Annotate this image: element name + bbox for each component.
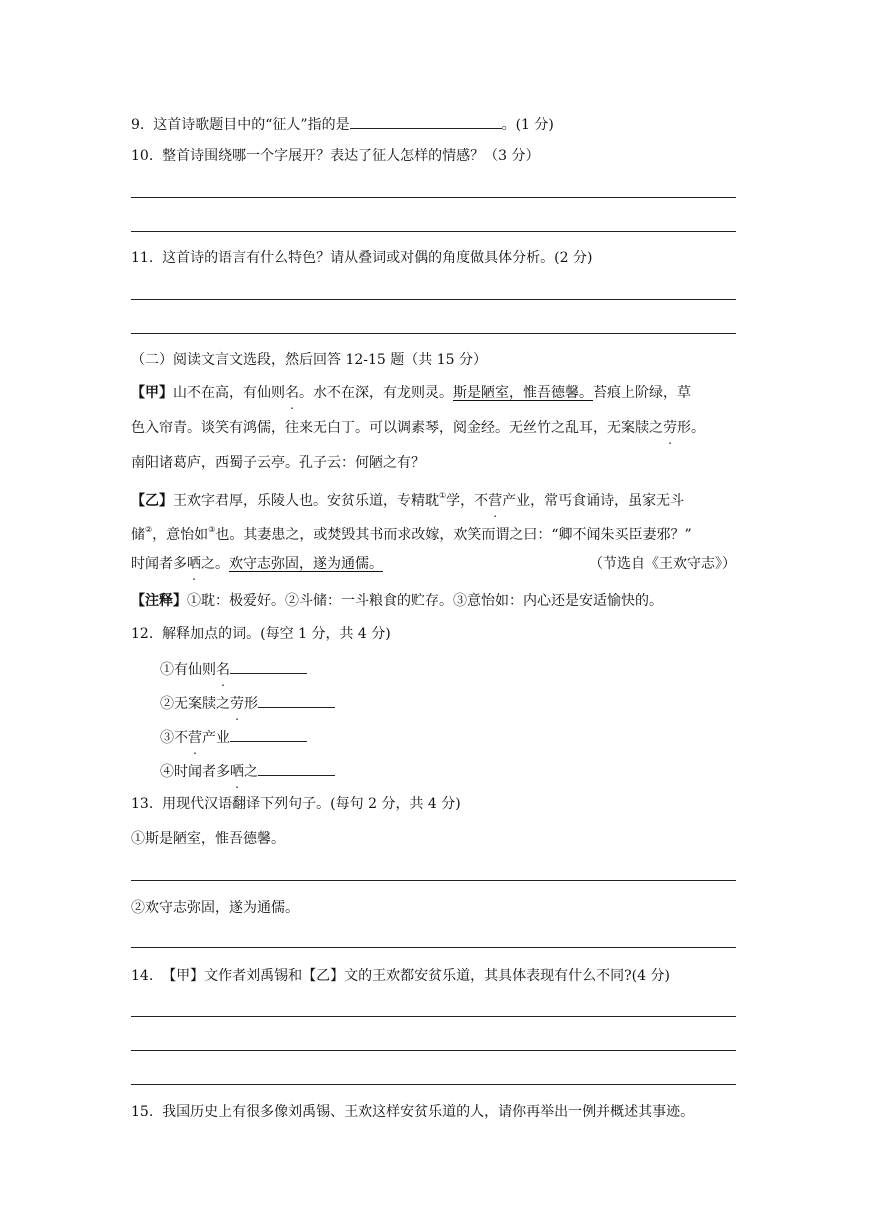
q12-item-2: ②无案牍之劳形 <box>160 691 335 714</box>
dotted-word: 哂 <box>230 764 244 780</box>
q12-item-1: ①有仙则名 <box>160 657 307 680</box>
q12-item-3: ③不营产业 <box>160 725 307 748</box>
dotted-word: 劳 <box>663 420 677 436</box>
question-score: 。(1 分) <box>501 117 554 133</box>
underlined-sentence: 欢守志弥固，遂为通儒。 <box>229 556 383 572</box>
annotation-note <box>131 591 663 611</box>
q12-item-4: ④时闻者多哂之 <box>160 759 335 782</box>
question-11 <box>131 248 592 268</box>
translation-sentence-2: ②欢守志弥固，遂为通儒。 <box>131 900 299 916</box>
passage-jia-line-3: 南阳诸葛庐，西蜀子云亭。孔子云：何陋之有？ <box>131 455 425 471</box>
answer-blank[interactable] <box>230 725 307 742</box>
answer-line[interactable] <box>131 197 736 198</box>
question-12 <box>131 624 391 644</box>
dotted-word: 营 <box>188 730 202 746</box>
answer-line[interactable] <box>131 1050 736 1051</box>
dotted-word: 名 <box>216 662 230 678</box>
passage-yi-line-2: 储②，意怡如③也。其妻患之，或焚毁其书而求改嫁，欢笑而谓之曰：“卿不闻朱买臣妻邪？” <box>131 525 692 543</box>
question-number: 11. <box>131 250 154 266</box>
question-text: 用现代汉语翻译下列句子。(每句 2 分，共 4 分) <box>162 796 461 812</box>
question-number: 10. <box>131 148 154 164</box>
question-text: 解释加点的词。(每空 1 分，共 4 分) <box>162 626 391 642</box>
section-title: （二）阅读文言文选段，然后回答 12-15 题（共 15 分） <box>131 352 487 368</box>
question-number: 12. <box>131 626 154 642</box>
answer-line[interactable] <box>131 1016 736 1017</box>
answer-blank[interactable] <box>258 691 335 708</box>
footnote-mark: ③ <box>208 525 216 534</box>
passage-jia-line-1: 【甲】山不在高，有仙则名。水不在深，有龙则灵。斯是陋室，惟吾德馨。苔痕上阶绿，草 <box>131 385 691 401</box>
dotted-word: 哂 <box>187 556 201 572</box>
answer-line[interactable] <box>131 231 736 232</box>
translation-sentence-1: ①斯是陋室，惟吾德馨。 <box>131 831 285 847</box>
question-text: 我国历史上有很多像刘禹锡、王欢这样安贫乐道的人，请你再举出一例并概述其事迹。 <box>162 1104 695 1120</box>
passage-jia-line-2: 色入帘青。谈笑有鸿儒，往来无白丁。可以调素琴，阅金经。无丝竹之乱耳，无案牍之劳形。 <box>131 420 705 436</box>
passage-label: 【甲】 <box>131 385 173 401</box>
question-text: 整首诗围绕哪一个字展开？表达了征人怎样的情感？（3 分） <box>162 148 540 164</box>
question-number: 9. <box>131 117 145 133</box>
question-text: 这首诗的语言有什么特色？请从叠词或对偶的角度做具体分析。(2 分) <box>162 250 593 266</box>
answer-line[interactable] <box>131 1084 736 1085</box>
answer-line[interactable] <box>131 880 736 881</box>
question-number: 14. <box>131 968 154 984</box>
passage-source: （节选自《王欢守志》） <box>589 556 736 572</box>
note-text: ①耽：极爱好。②斗储：一斗粮食的贮存。③意怡如：内心还是安适愉快的。 <box>187 593 663 609</box>
passage-yi-line-1: 【乙】王欢字君厚，乐陵人也。安贫乐道，专精耽①学，不营产业，常丐食诵诗，虽家无斗 <box>131 491 685 509</box>
answer-line[interactable] <box>131 299 736 300</box>
question-13 <box>131 794 461 814</box>
passage-yi-line-3: 时闻者多哂之。欢守志弥固，遂为通儒。 （节选自《王欢守志》） <box>131 556 736 572</box>
answer-blank[interactable] <box>230 657 307 674</box>
question-text: 【甲】文作者刘禹锡和【乙】文的王欢都安贫乐道，其具体表现有什么不同?(4 分) <box>162 968 670 984</box>
question-10 <box>131 146 540 166</box>
dotted-word: 营 <box>488 493 503 509</box>
answer-blank[interactable] <box>258 759 335 776</box>
question-text: 这首诗歌题目中的“征人”指的是 <box>153 117 350 133</box>
answer-line[interactable] <box>131 947 736 948</box>
passage-label: 【乙】 <box>131 493 173 509</box>
dotted-word: 名 <box>285 385 299 401</box>
question-14 <box>131 966 670 986</box>
footnote-mark: ② <box>145 525 153 534</box>
note-label: 【注释】 <box>131 593 187 609</box>
answer-line[interactable] <box>131 333 736 334</box>
question-number: 15. <box>131 1104 154 1120</box>
question-9 <box>131 112 554 135</box>
question-number: 13. <box>131 796 154 812</box>
question-15 <box>131 1102 694 1122</box>
footnote-mark: ① <box>439 491 447 500</box>
answer-blank[interactable] <box>350 112 502 129</box>
underlined-sentence: 斯是陋室，惟吾德馨。 <box>453 385 593 401</box>
dotted-word: 劳 <box>230 696 244 712</box>
